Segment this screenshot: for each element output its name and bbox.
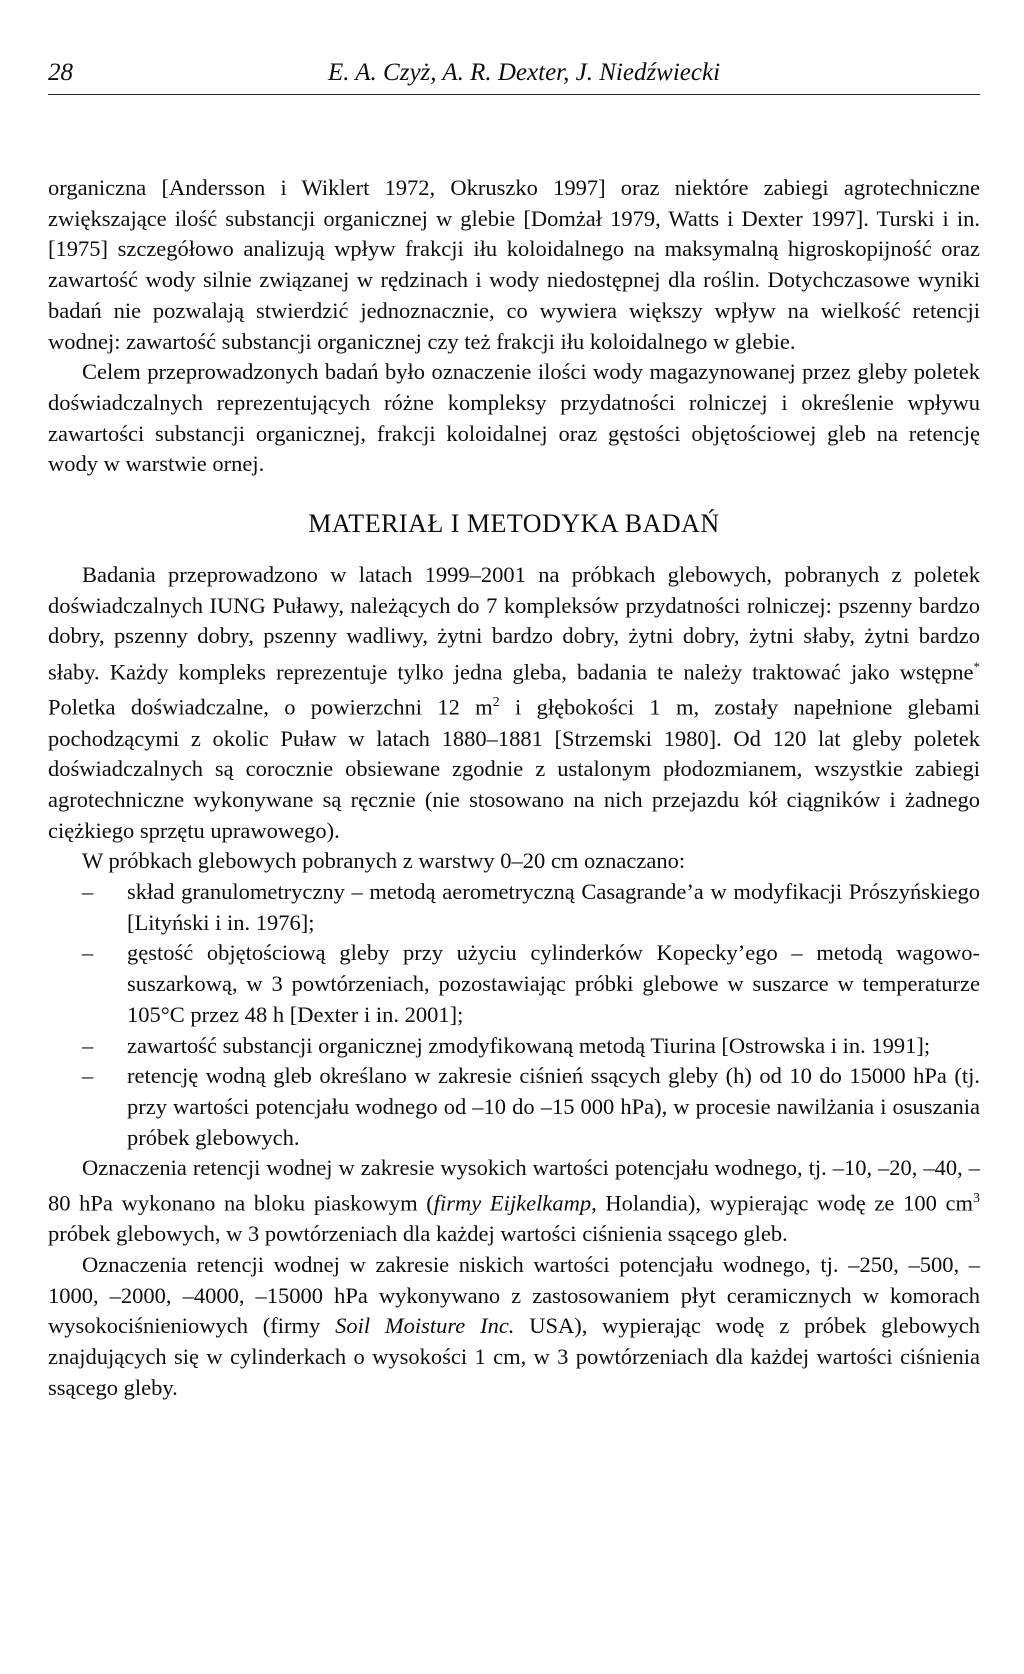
list-dash: –	[82, 1063, 94, 1089]
methods-p3-text-b: Holandia), wypierając wodę ze 100 cm	[596, 1190, 973, 1216]
list-item-text: skład granulometryczny – metodą aerometryczną Casagrande’a w modyfikacji Prószyńskiego [Lityński i in. 1976];	[127, 879, 980, 935]
methods-p1-text-a: Badania przeprowadzono w latach 1999–2001 na próbkach glebowych, pobranych z poletek doświadczalnych IUNG Puławy, należących do 7 kompleksów przydatności rolniczej: pszenny bardzo dobry, pszenny dobry, pszenny wadliwy, żytni bardzo dobry, żytni dobry, żytni słaby, żytni bardzo słaby. Każdy kompleks reprezentuje tylko jedna gleba, badania te należy traktować jako wstępne	[48, 562, 980, 685]
footnote-marker: *	[973, 659, 980, 675]
methods-p4-text-a: Oznaczenia retencji wodnej w zakresie niskich wartości potencjału wodnego, tj. –250, –500, –1000, –2000, –4000, –15000 hPa wykonywano z zastosowaniem płyt ceramicznych w komorach wysokociśnieniowych (firmy	[48, 1252, 980, 1339]
methods-p1-text-b: Poletka doświadczalne, o powierzchni 12 m	[48, 694, 493, 720]
methods-paragraph-3	[48, 1153, 980, 1250]
superscript-cube: 3	[973, 1191, 980, 1207]
list-item-text: zawartość substancji organicznej zmodyfikowaną metodą Tiurina [Ostrowska i in. 1991];	[127, 1032, 931, 1058]
methods-paragraph-4	[48, 1250, 980, 1404]
intro-paragraph-1: organiczna [Andersson i Wiklert 1972, Okruszko 1997] oraz niektóre zabiegi agrotechniczne zwiększające ilość substancji organicznej w glebie [Domżał 1979, Watts i Dexter 1997]. Turski i in. [1975] szczegółowo analizują wpływ frakcji iłu koloidalnego na maksymalną higroskopijność oraz zawartość wody silnie związanej w rędzinach i wody niedostępnej dla roślin. Dotychczasowe wyniki badań nie pozwalają stwierdzić jednoznacznie, co wywiera większy wpływ na wielkość retencji wodnej: zawartość substancji organicznej czy też frakcji iłu koloidalnego w glebie.	[48, 175, 980, 354]
methods-list	[48, 877, 980, 1153]
methods-p4-text-b: USA), wypierając wodę z próbek glebowych znajdujących się w cylinderkach o wysokości 1 cm, w 3 powtórzeniach dla każdej wartości ciśnienia ssącego gleby.	[48, 1313, 980, 1400]
list-item	[48, 1031, 980, 1062]
methods-p3-text-c: próbek glebowych, w 3 powtórzeniach dla każdej wartości ciśnienia ssącego gleb.	[48, 1221, 788, 1247]
methods-paragraph-1	[48, 560, 980, 846]
list-dash: –	[82, 879, 94, 905]
section-heading: MATERIAŁ I METODYKA BADAŃ	[308, 509, 720, 539]
firm-name-eijkelkamp: firmy Eijkelkamp,	[433, 1190, 597, 1216]
intro-paragraph-2: Celem przeprowadzonych badań było oznaczenie ilości wody magazynowanej przez gleby poletek doświadczalnych reprezentujących różne kompleksy przydatności rolniczej i określenie wpływu zawartości substancji organicznej, frakcji koloidalnej oraz gęstości objętościowej gleb na retencję wody w warstwie ornej.	[48, 359, 980, 477]
methods-p1-text-c: i głębokości 1 m, zostały napełnione glebami pochodzącymi z okolic Puław w latach 1880–1881 [Strzemski 1980]. Od 120 lat gleby poletek doświadczalnych są corocznie obsiewane zgodnie z ustalonym płodozmianem, wszystkie zabiegi agrotechniczne wykonywane są ręcznie (nie stosowano na nich przejazdu kół ciągników i żadnego ciężkiego sprzętu uprawowego).	[48, 694, 980, 843]
page-number: 28	[48, 59, 73, 86]
list-item	[48, 877, 980, 938]
list-dash: –	[82, 940, 94, 966]
running-header-authors: E. A. Czyż, A. R. Dexter, J. Niedźwiecki	[327, 59, 721, 86]
running-header	[48, 58, 980, 95]
list-item	[48, 938, 980, 1030]
methods-p3-text-a: Oznaczenia retencji wodnej w zakresie wysokich wartości potencjału wodnego, tj. –10, –20, –40, –80 hPa wykonano na bloku piaskowym (	[48, 1155, 980, 1216]
list-item-text: gęstość objętościową gleby przy użyciu cylinderków Kopecky’ego – metodą wagowo-suszarkową, w 3 powtórzeniach, pozostawiając próbki glebowe w suszarce w temperaturze 105°C przez 48 h [Dexter i in. 2001];	[127, 940, 980, 1027]
page-body	[48, 173, 980, 1404]
list-dash: –	[82, 1032, 94, 1058]
methods-paragraph-2: W próbkach glebowych pobranych z warstwy 0–20 cm oznaczano:	[82, 848, 686, 874]
list-item	[48, 1061, 980, 1153]
list-item-text: retencję wodną gleb określano w zakresie ciśnień ssących gleby (h) od 10 do 15000 hPa (tj. przy wartości potencjału wodnego od –10 do –15 000 hPa), w procesie nawilżania i osuszania próbek glebowych.	[127, 1063, 980, 1150]
superscript-square: 2	[492, 695, 500, 711]
firm-name-soil-moisture: Soil Moisture Inc.	[335, 1313, 515, 1339]
